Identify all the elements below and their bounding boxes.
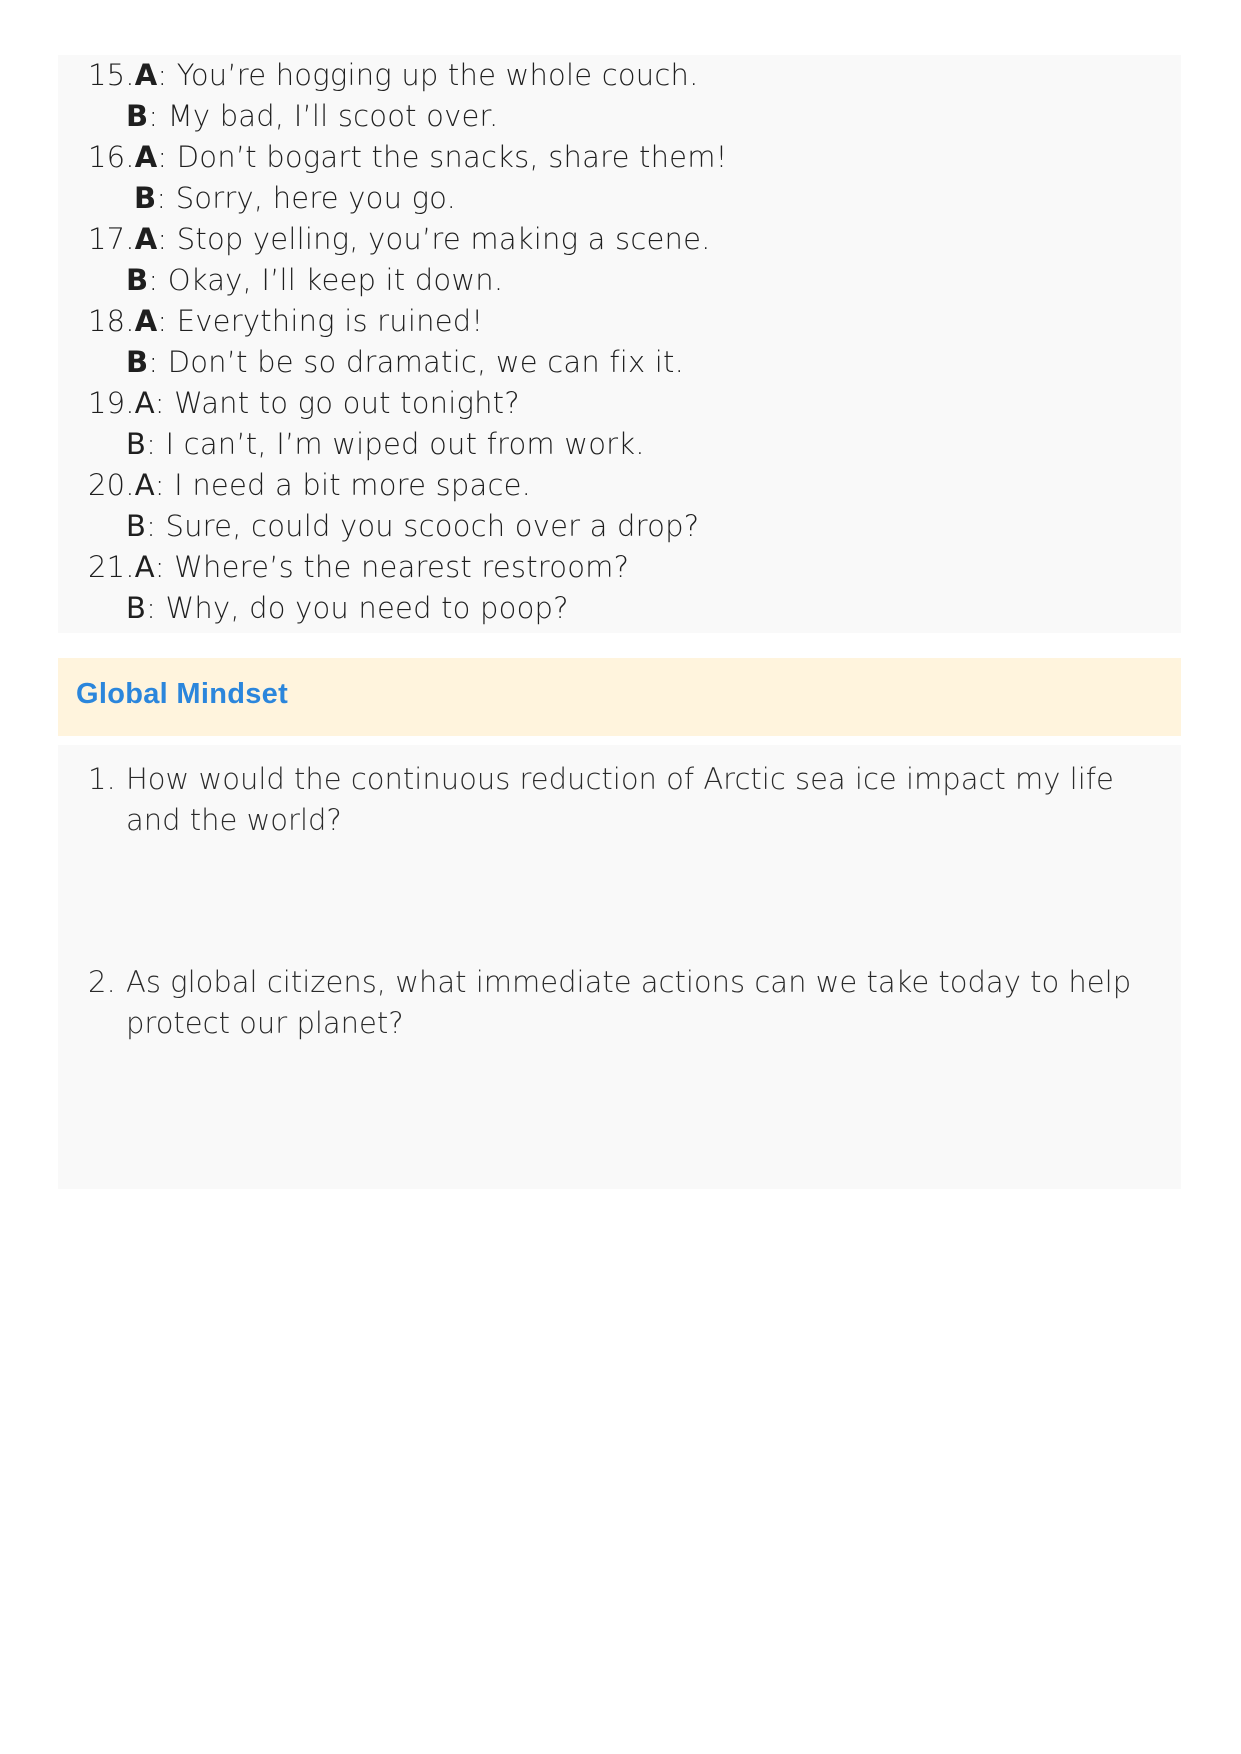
speaker-b-text: : Okay, I’ll keep it down. xyxy=(148,263,504,297)
speaker-a-label: A xyxy=(134,222,158,256)
question-text: As global citizens, what immediate actions can we take today to help protect our planet? xyxy=(126,965,1132,1040)
question-item xyxy=(88,962,1158,1044)
speaker-b-text: : Sorry, here you go. xyxy=(156,181,457,215)
dialogue-line-b xyxy=(88,588,728,629)
speaker-a-label: A xyxy=(134,140,158,174)
speaker-a-label: A xyxy=(134,468,155,502)
question-text: How would the continuous reduction of Arctic sea ice impact my life and the world? xyxy=(126,762,1114,837)
speaker-b-text: : I can’t, I’m wiped out from work. xyxy=(146,427,645,461)
dialogue-line-b xyxy=(88,260,728,301)
dialogue-number: 19. xyxy=(88,386,135,420)
speaker-a-text: : You’re hogging up the whole couch. xyxy=(157,58,699,92)
speaker-b-text: : Why, do you need to poop? xyxy=(146,591,569,625)
speaker-b-label: B xyxy=(134,181,157,215)
speaker-a-text: : Want to go out tonight? xyxy=(154,386,520,420)
question-number: 2. xyxy=(88,965,116,999)
dialogue-list xyxy=(88,55,728,629)
speaker-a-text: : Stop yelling, you’re making a scene. xyxy=(157,222,711,256)
question-item xyxy=(88,759,1158,841)
speaker-a-text: : Don’t bogart the snacks, share them! xyxy=(157,140,728,174)
speaker-b-label: B xyxy=(126,345,149,379)
dialogue-line-a xyxy=(88,465,728,506)
speaker-b-label: B xyxy=(126,591,147,625)
dialogue-line-a xyxy=(88,219,728,260)
dialogue-line-b xyxy=(88,342,728,383)
section-header xyxy=(58,658,1181,736)
dialogue-line-b xyxy=(88,178,728,219)
dialogue-panel xyxy=(58,55,1181,633)
question-number: 1. xyxy=(88,762,116,796)
dialogue-number: 20. xyxy=(88,468,135,502)
speaker-a-text: : I need a bit more space. xyxy=(154,468,532,502)
dialogue-line-b xyxy=(88,506,728,547)
speaker-b-text: : My bad, I’ll scoot over. xyxy=(148,99,499,133)
dialogue-line-a xyxy=(88,55,728,96)
speaker-a-text: : Where’s the nearest restroom? xyxy=(154,550,630,584)
questions-panel xyxy=(58,745,1181,1189)
speaker-b-label: B xyxy=(126,263,149,297)
speaker-b-text: : Sure, could you scooch over a drop? xyxy=(146,509,700,543)
dialogue-line-a xyxy=(88,547,728,588)
dialogue-line-a xyxy=(88,383,728,424)
dialogue-line-a xyxy=(88,301,728,342)
speaker-a-label: A xyxy=(134,304,158,338)
dialogue-number: 16. xyxy=(88,140,135,174)
dialogue-line-a xyxy=(88,137,728,178)
dialogue-number: 17. xyxy=(88,222,135,256)
dialogue-number: 15. xyxy=(88,58,135,92)
speaker-a-text: : Everything is ruined! xyxy=(157,304,484,338)
dialogue-line-b xyxy=(88,96,728,137)
dialogue-number: 21. xyxy=(88,550,135,584)
dialogue-line-b xyxy=(88,424,728,465)
speaker-a-label: A xyxy=(134,550,155,584)
speaker-b-label: B xyxy=(126,99,149,133)
speaker-a-label: A xyxy=(134,386,155,420)
speaker-b-label: B xyxy=(126,509,147,543)
speaker-b-text: : Don’t be so dramatic, we can fix it. xyxy=(148,345,685,379)
dialogue-number: 18. xyxy=(88,304,135,338)
speaker-a-label: A xyxy=(134,58,158,92)
section-title: Global Mindset xyxy=(76,678,289,710)
speaker-b-label: B xyxy=(126,427,147,461)
